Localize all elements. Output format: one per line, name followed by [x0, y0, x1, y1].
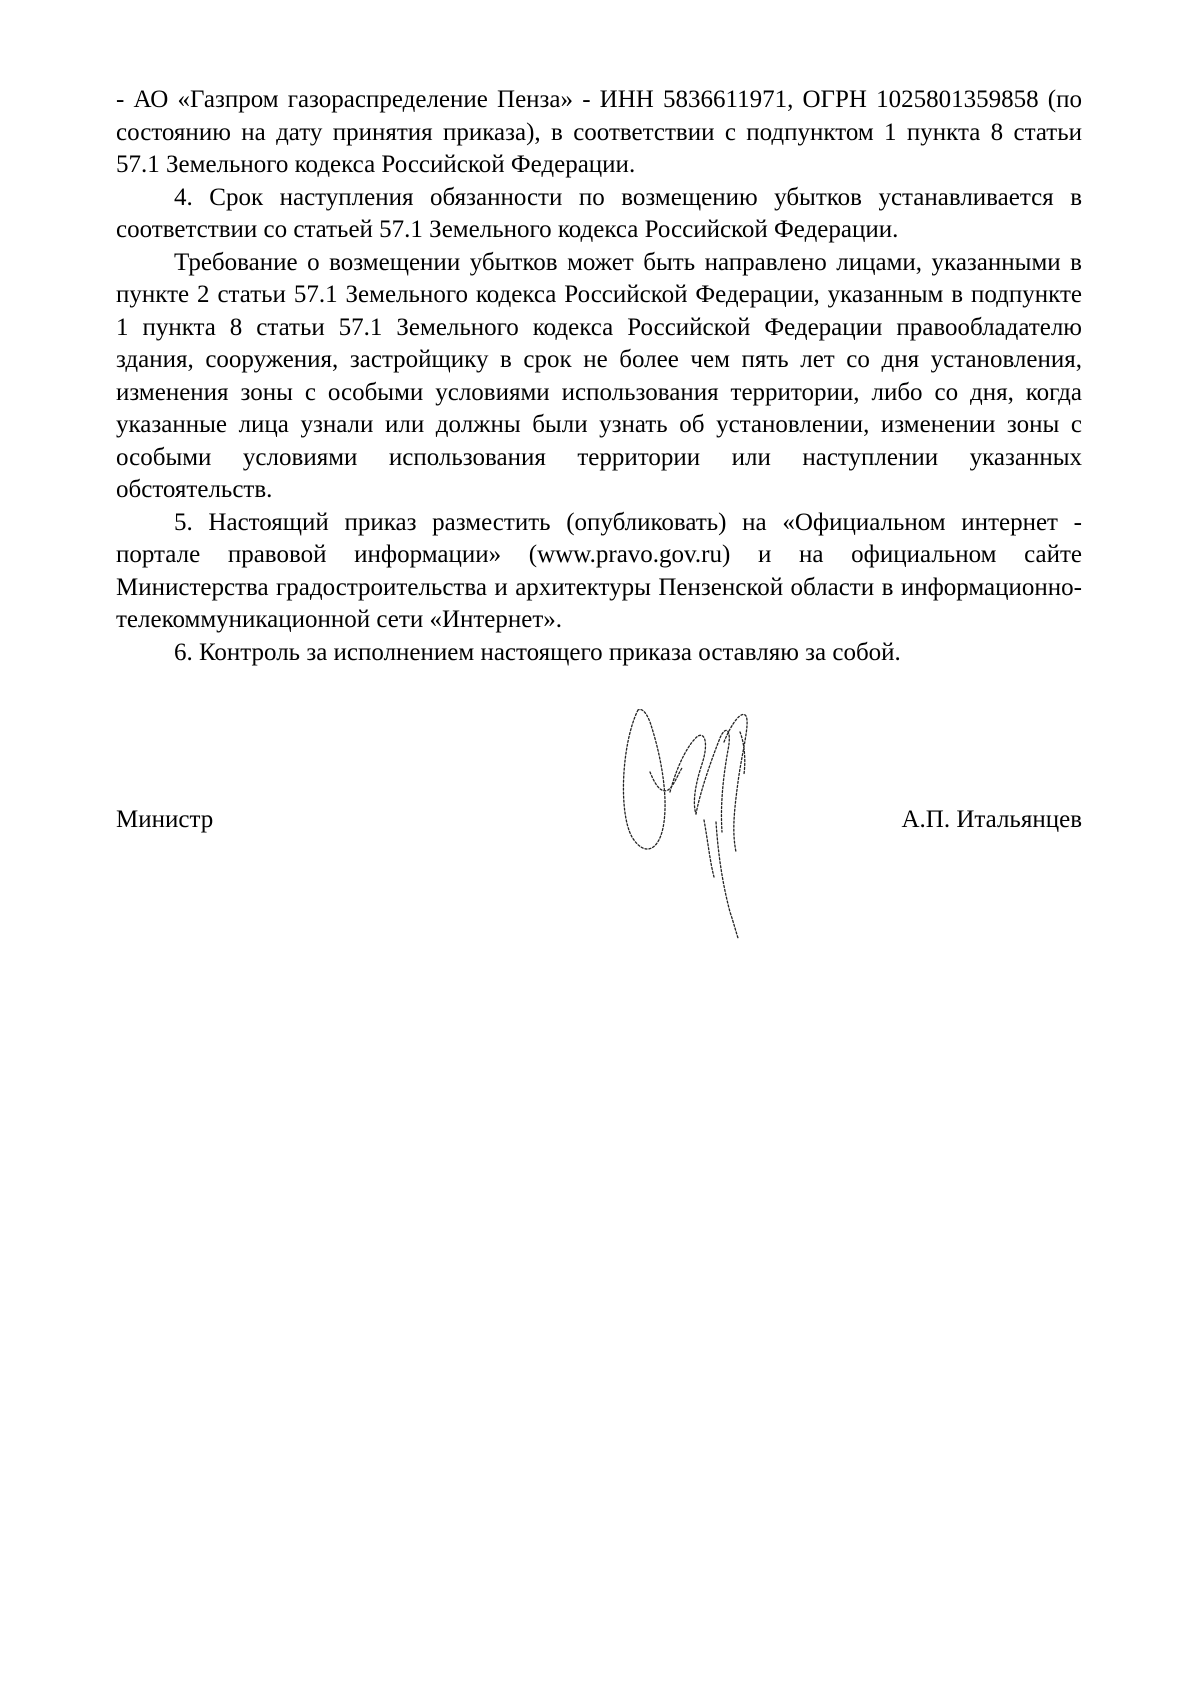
paragraph-item-5: 5. Настоящий приказ разместить (опубликовать) на «Официальном интернет - портале правовой информации» (www.pravo.gov.ru) и на официальном сайте Министерства градостроительства и архитектуры Пензенской области в информационно-телекоммуникационной сети «Интернет». — [116, 508, 1082, 633]
handwritten-signature — [620, 702, 790, 942]
signatory-position: Министр — [116, 806, 214, 833]
paragraph-organization-details: - АО «Газпром газораспределение Пенза» - ИНН 5836611971, ОГРН 1025801359858 (по состоянию на дату принятия приказа), в соответствии с подпунктом 1 пункта 8 статьи 57.1 Земельного кодекса Российской Федерации. — [116, 86, 1082, 178]
signatory-name: А.П. Итальянцев — [901, 806, 1082, 833]
paragraph-item-4: 4. Срок наступления обязанности по возмещению убытков устанавливается в соответствии со статьей 57.1 Земельного кодекса Российской Федерации. — [116, 183, 1082, 243]
document-body — [116, 84, 1082, 669]
paragraph-item-6: 6. Контроль за исполнением настоящего приказа оставляю за собой. — [174, 638, 901, 666]
paragraph-compensation-claim: Требование о возмещении убытков может быть направлено лицами, указанными в пункте 2 статьи 57.1 Земельного кодекса Российской Федерации, указанным в подпункте 1 пункта 8 статьи 57.1 Земельного кодекса Российской Федерации правообладателю здания, сооружения, застройщику в срок не более чем пять лет со дня установления, изменения зоны с особыми условиями использования территории, либо со дня, когда указанные лица узнали или должны были узнать об установлении, изменении зоны с особыми условиями использования территории или наступлении указанных обстоятельств. — [116, 248, 1082, 503]
